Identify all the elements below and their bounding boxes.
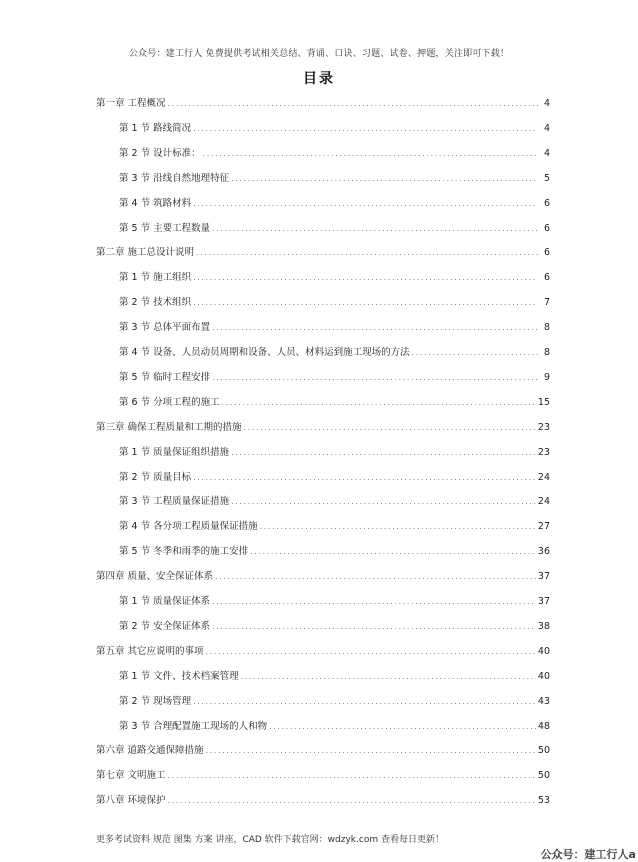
toc-dot-leader: [231, 446, 536, 460]
toc-entry-label: 第 3 节 总体平面布置: [119, 322, 211, 334]
toc-page-number: 9: [543, 371, 550, 383]
toc-chapter-entry[interactable]: [96, 246, 550, 260]
toc-section-entry[interactable]: [119, 545, 550, 559]
toc-section-entry[interactable]: [119, 371, 550, 385]
toc-page-number: 8: [543, 322, 550, 334]
toc-entry-label: 第 2 节 设计标准：: [119, 147, 201, 159]
toc-dot-leader: [203, 147, 538, 161]
toc-dot-leader: [250, 545, 536, 559]
toc-section-entry[interactable]: [119, 471, 550, 485]
toc-dot-leader: [231, 172, 538, 186]
toc-dot-leader: [168, 769, 536, 783]
toc-section-entry[interactable]: [119, 271, 550, 285]
toc-entry-label: 第 1 节 路线简况: [119, 122, 192, 134]
toc-page-number: 4: [543, 98, 550, 109]
toc-section-entry[interactable]: [119, 197, 550, 211]
toc-dot-leader: [212, 595, 536, 609]
toc-dot-leader: [193, 122, 538, 136]
toc-page-number: 7: [543, 297, 550, 309]
toc-page-number: 37: [537, 596, 550, 607]
toc-page-number: 4: [543, 147, 550, 159]
toc-chapter-entry[interactable]: [96, 570, 550, 584]
toc-dot-leader: [193, 296, 538, 310]
toc-entry-label: 第 1 节 质量保证体系: [119, 596, 211, 607]
toc-dot-leader: [193, 271, 538, 285]
toc-entry-label: 第 1 节 文件、技术档案管理: [119, 670, 239, 682]
toc-page-number: 5: [543, 172, 550, 184]
toc-page-number: 36: [537, 546, 550, 558]
toc-dot-leader: [260, 520, 536, 534]
toc-page-number: 50: [537, 770, 550, 782]
toc-section-entry[interactable]: [119, 346, 550, 360]
toc-section-entry[interactable]: [119, 446, 550, 460]
toc-entry-label: 第 4 节 筑路材料: [119, 197, 192, 209]
watermark-text: 公众号：建工行人a: [540, 848, 636, 861]
toc-dot-leader: [212, 321, 538, 335]
toc-entry-label: 第 5 节 冬季和雨季的施工安排: [119, 546, 249, 558]
toc-page-number: 23: [537, 421, 550, 433]
toc-page-number: 50: [537, 745, 550, 757]
toc-section-entry[interactable]: [119, 122, 550, 136]
toc-page-number: 37: [537, 571, 550, 583]
toc-entry-label: 第 4 节 各分项工程质量保证措施: [119, 521, 258, 533]
toc-page-number: 48: [537, 720, 550, 732]
toc-section-entry[interactable]: [119, 222, 550, 236]
toc-entry-label: 第 3 节 沿线自然地理特征: [119, 172, 230, 184]
toc-chapter-entry[interactable]: [96, 645, 550, 659]
toc-dot-leader: [212, 222, 538, 236]
toc-dot-leader: [193, 695, 536, 709]
toc-dot-leader: [241, 670, 536, 684]
toc-section-entry[interactable]: [119, 670, 550, 684]
toc-dot-leader: [168, 794, 536, 808]
toc-dot-leader: [269, 720, 536, 734]
toc-entry-label: 第四章 质量、安全保证体系: [96, 571, 214, 583]
toc-dot-leader: [196, 246, 538, 260]
toc-page-number: 24: [537, 496, 550, 508]
toc-page-number: 6: [543, 247, 550, 259]
toc-dot-leader: [193, 197, 538, 211]
toc-page-number: 40: [537, 645, 550, 657]
toc-entry-label: 第八章 环境保护: [96, 795, 166, 807]
toc-page-number: 23: [537, 446, 550, 458]
toc-section-entry[interactable]: [119, 720, 550, 734]
toc-entry-label: 第 3 节 合理配置施工现场的人和物: [119, 720, 268, 732]
toc-section-entry[interactable]: [119, 620, 550, 634]
toc-dot-leader: [168, 97, 538, 111]
toc-page-number: 6: [543, 222, 550, 234]
toc-page-number: 53: [537, 795, 550, 807]
toc-page-number: 43: [537, 695, 550, 707]
toc-entry-label: 第 2 节 技术组织: [119, 297, 192, 309]
toc-entry-label: 第 2 节 安全保证体系: [119, 620, 211, 632]
toc-page-number: 15: [537, 396, 550, 408]
toc-dot-leader: [206, 744, 536, 758]
toc-section-entry[interactable]: [119, 172, 550, 186]
toc-entry-label: 第六章 道路交通保障措施: [96, 745, 204, 757]
toc-page-number: 38: [537, 620, 550, 632]
toc-entry-label: 第 5 节 临时工程安排: [119, 371, 211, 383]
toc-entry-label: 第 2 节 现场管理: [119, 695, 192, 707]
toc-section-entry[interactable]: [119, 595, 550, 609]
toc-page-number: 6: [543, 197, 550, 209]
toc-section-entry[interactable]: [119, 147, 550, 161]
toc-entry-label: 第二章 施工总设计说明: [96, 247, 195, 259]
toc-section-entry[interactable]: [119, 495, 550, 509]
toc-entry-label: 第 3 节 工程质量保证措施: [119, 496, 230, 508]
toc-section-entry[interactable]: [119, 321, 550, 335]
page-header-notice: 公众号：建工行人 免费提供考试相关总结、背诵、口诀、习题、试卷、押题，关注即可下载！: [128, 49, 510, 59]
toc-dot-leader: [215, 570, 536, 584]
page-title: 目录: [303, 71, 335, 87]
toc-dot-leader: [244, 421, 536, 435]
toc-chapter-entry[interactable]: [96, 97, 550, 111]
toc-chapter-entry[interactable]: [96, 421, 550, 435]
toc-dot-leader: [212, 620, 536, 634]
toc-section-entry[interactable]: [119, 695, 550, 709]
toc-page-number: 40: [537, 670, 550, 682]
toc-chapter-entry[interactable]: [96, 769, 550, 783]
toc-chapter-entry[interactable]: [96, 744, 550, 758]
toc-dot-leader: [222, 396, 536, 410]
toc-page-number: 24: [537, 471, 550, 483]
toc-section-entry[interactable]: [119, 296, 550, 310]
toc-dot-leader: [212, 371, 538, 385]
toc-page-number: 27: [537, 521, 550, 533]
toc-entry-label: 第五章 其它应说明的事项: [96, 645, 204, 657]
toc-entry-label: 第 2 节 质量目标: [119, 471, 192, 483]
toc-entry-label: 第 4 节 设备、人员动员周期和设备、人员、材料运到施工现场的方法: [119, 347, 410, 358]
page-footer-notice: 更多考试资料 规范 图集 方案 讲座，CAD 软件下载官网：wdzyk.com 查看每日更新！: [96, 835, 444, 845]
toc-dot-leader: [231, 495, 536, 509]
toc-entry-label: 第 1 节 质量保证组织措施: [119, 446, 230, 458]
toc-page-number: 6: [543, 272, 550, 284]
toc-dot-leader: [206, 645, 536, 659]
toc-page-number: 8: [543, 347, 550, 358]
toc-entry-label: 第 1 节 施工组织: [119, 272, 192, 284]
toc-chapter-entry[interactable]: [96, 794, 550, 808]
toc-entry-label: 第 5 节 主要工程数量: [119, 222, 211, 234]
toc-dot-leader: [412, 346, 538, 360]
toc-entry-label: 第 6 节 分项工程的施工: [119, 396, 220, 408]
toc-entry-label: 第三章 确保工程质量和工期的措施: [96, 421, 242, 433]
toc-section-entry[interactable]: [119, 396, 550, 410]
toc-entry-label: 第七章 文明施工: [96, 770, 166, 782]
toc-entry-label: 第一章 工程概况: [96, 98, 166, 109]
toc-page-number: 4: [543, 122, 550, 134]
toc-dot-leader: [193, 471, 536, 485]
toc-section-entry[interactable]: [119, 520, 550, 534]
